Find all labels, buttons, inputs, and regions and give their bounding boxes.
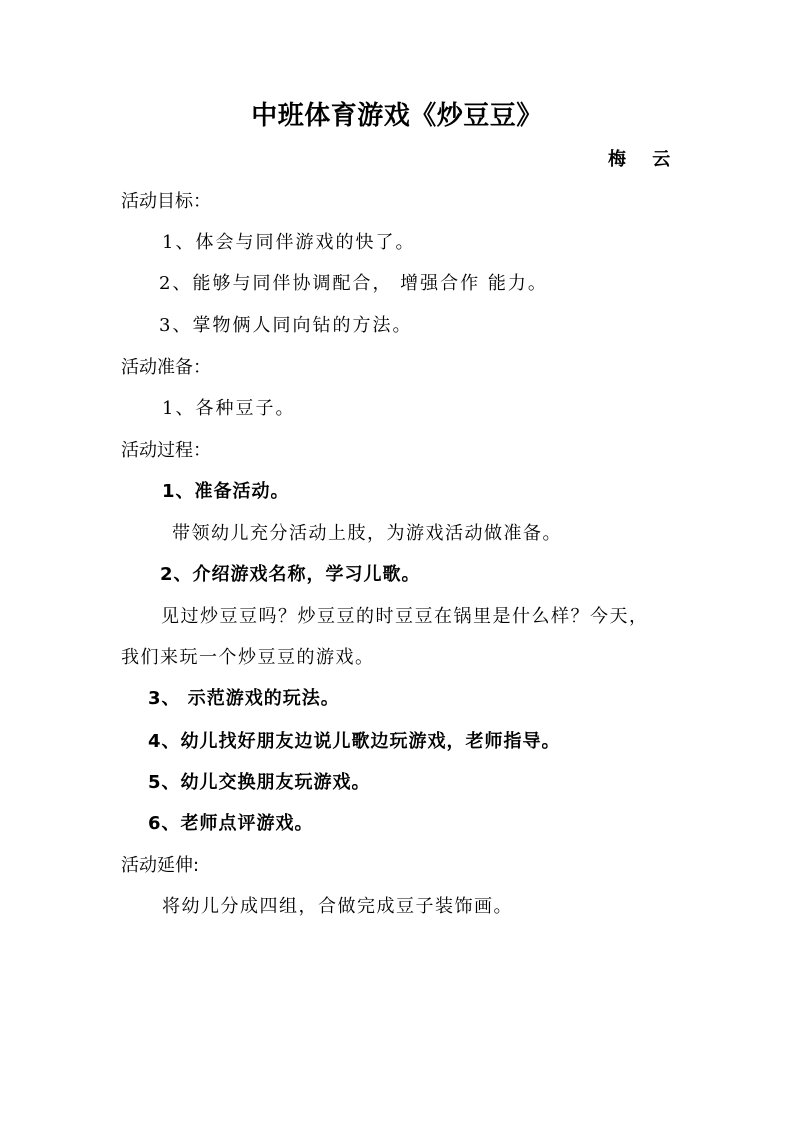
- process-step-detail: 见过炒豆豆吗？炒豆豆的时豆豆在锅里是什么样？今天，: [161, 606, 649, 627]
- section-heading-goals: 活动目标：: [121, 191, 211, 212]
- process-step: 4、幼儿找好朋友边说儿歌边玩游戏，老师指导。: [148, 731, 561, 752]
- goal-item: 2、能够与同伴协调配合， 增强合作 能力。: [159, 273, 548, 294]
- goal-item: 1、体会与同伴游戏的快了。: [162, 232, 416, 253]
- process-step-detail: 带领幼儿充分活动上肢，为游戏活动做准备。: [172, 523, 562, 544]
- process-step: 5、幼儿交换朋友玩游戏。: [148, 772, 371, 793]
- goal-item: 3、掌物俩人同向钻的方法。: [159, 315, 413, 336]
- process-step: 3、 示范游戏的玩法。: [148, 688, 340, 709]
- process-step-detail: 我们来玩一个炒豆豆的游戏。: [121, 647, 375, 668]
- process-step: 6、老师点评游戏。: [148, 813, 314, 834]
- section-heading-extension: 活动延伸:: [121, 855, 200, 876]
- process-step: 2、介绍游戏名称，学习儿歌。: [160, 564, 421, 585]
- process-step: 1、准备活动。: [162, 481, 290, 502]
- section-heading-preparation: 活动准备：: [121, 357, 211, 378]
- section-heading-process: 活动过程：: [121, 440, 211, 461]
- document-title: 中班体育游戏《炒豆豆》: [251, 101, 543, 131]
- extension-item: 将幼儿分成四组，合做完成豆子装饰画。: [162, 896, 513, 917]
- document-author: 梅 云: [608, 149, 671, 170]
- preparation-item: 1、各种豆子。: [162, 398, 296, 419]
